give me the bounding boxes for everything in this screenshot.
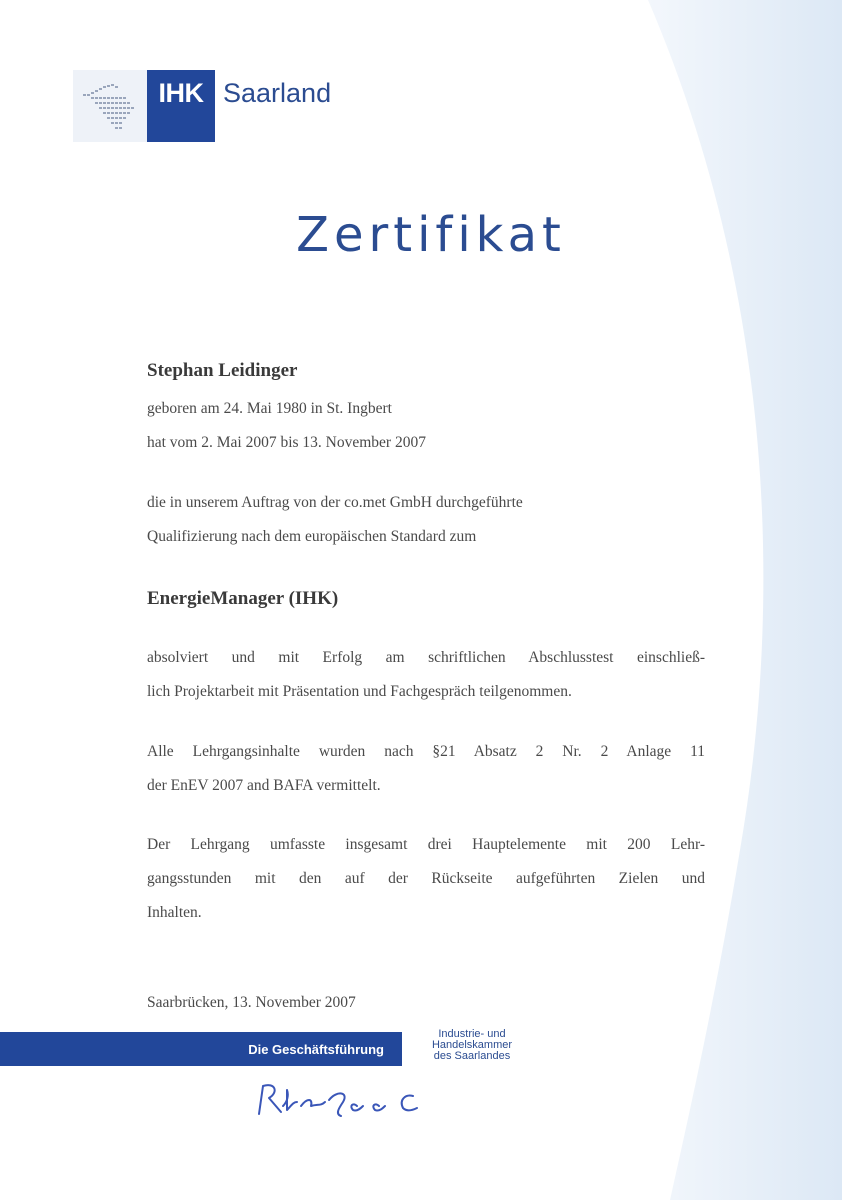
chamber-line-1: Industrie- und bbox=[438, 1028, 506, 1040]
chamber-line-2: Handelskammer bbox=[431, 1039, 513, 1051]
management-band bbox=[0, 1032, 402, 1066]
period-line: hat vom 2. Mai 2007 bis 13. November 2007 bbox=[147, 434, 426, 451]
qualification-title: EnergieManager (IHK) bbox=[147, 588, 339, 609]
ihk-wordmark: IHK bbox=[147, 70, 215, 142]
ihk-logo bbox=[73, 70, 331, 142]
chamber-line-3: des Saarlandes bbox=[433, 1050, 511, 1062]
content-line-2: der EnEV 2007 and BAFA vermittelt. bbox=[147, 777, 381, 794]
recipient-name: Stephan Leidinger bbox=[147, 360, 298, 381]
hours-line-1: Der Lehrgang umfasste insgesamt drei Hauptelemente mit 200 Lehr- bbox=[147, 836, 705, 853]
birth-line: geboren am 24. Mai 1980 in St. Ingbert bbox=[147, 400, 392, 417]
saarland-map-icon bbox=[73, 70, 147, 142]
intro-line-2: Qualifizierung nach dem europäischen Standard zum bbox=[147, 528, 477, 545]
handwritten-signature bbox=[245, 1076, 445, 1136]
region-name: Saarland bbox=[223, 78, 332, 108]
place-date: Saarbrücken, 13. November 2007 bbox=[147, 994, 356, 1011]
hours-line-3: Inhalten. bbox=[147, 904, 202, 921]
result-line-1: absolviert und mit Erfolg am schriftlichen Abschlusstest einschließ- bbox=[147, 649, 705, 666]
intro-line-1: die in unserem Auftrag von der co.met GmbH durchgeführte bbox=[147, 494, 523, 511]
certificate-title: Zertifikat bbox=[296, 207, 566, 263]
content-line-1: Alle Lehrgangsinhalte wurden nach §21 Absatz 2 Nr. 2 Anlage 11 bbox=[147, 743, 705, 760]
result-line-2: lich Projektarbeit mit Präsentation und Fachgespräch teilgenommen. bbox=[147, 683, 572, 700]
chamber-name bbox=[420, 1029, 524, 1062]
management-label: Die Geschäftsführung bbox=[248, 1041, 384, 1057]
hours-line-2: gangsstunden mit den auf der Rückseite aufgeführten Zielen und bbox=[147, 870, 705, 887]
